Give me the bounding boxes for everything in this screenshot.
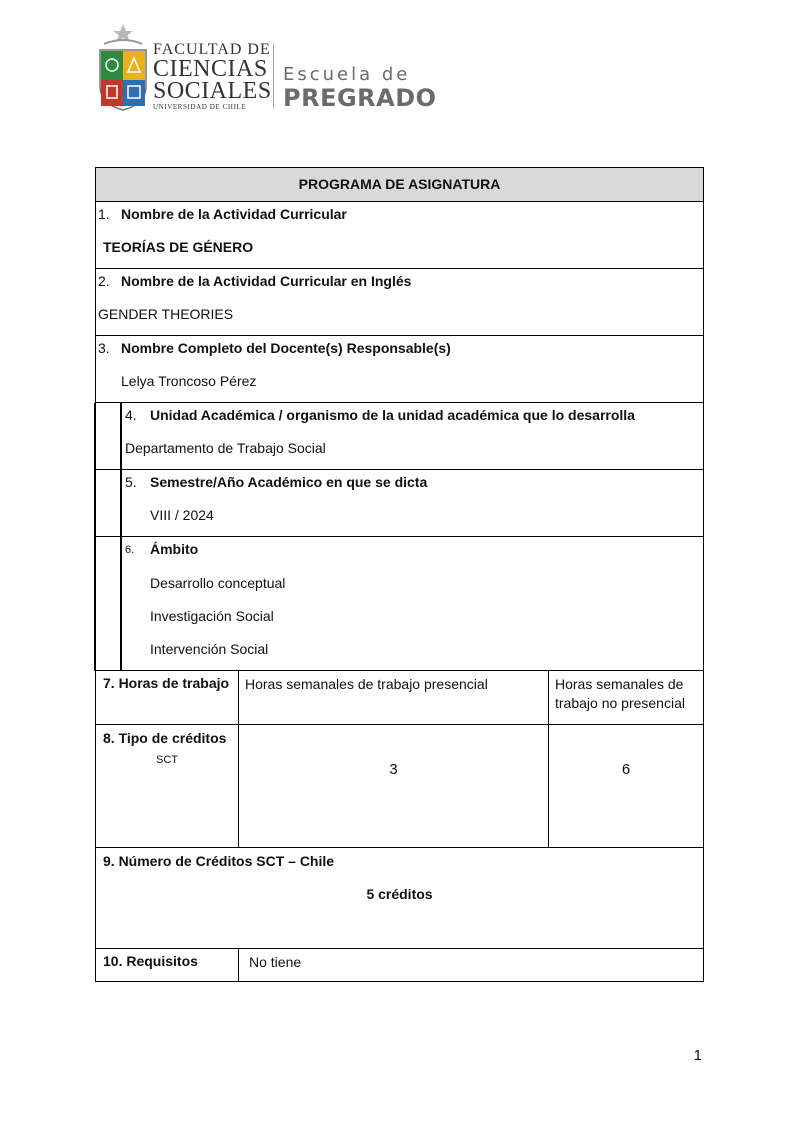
- section-4-indent-line: [120, 403, 122, 470]
- section-6-indent-line: [120, 537, 122, 671]
- section-2: [96, 269, 704, 336]
- section-6-number: 6.: [125, 544, 135, 556]
- university-crest-icon: [96, 22, 150, 112]
- section-4-label: Unidad Académica / organismo de la unidad académica que lo desarrolla: [150, 407, 635, 423]
- faculty-line3: SOCIALES: [153, 78, 272, 104]
- section-4-value: Departamento de Trabajo Social: [125, 440, 326, 456]
- section-6-value-3: Intervención Social: [150, 641, 269, 657]
- credits-number-value: 5 créditos: [366, 886, 433, 902]
- section-5: [96, 470, 704, 537]
- credits-type-cell: [96, 725, 239, 848]
- section-6-value-1: Desarrollo conceptual: [150, 575, 286, 591]
- requisites-label: 10. Requisitos: [96, 949, 239, 982]
- section-5-left-line: [94, 470, 96, 537]
- logo-divider: [273, 44, 274, 108]
- section-5-indent-line: [120, 470, 122, 537]
- school-line1: Escuela de: [283, 64, 411, 85]
- section-5-value: VIII / 2024: [150, 507, 214, 523]
- page-number: 1: [693, 1047, 702, 1064]
- section-4: [96, 403, 704, 470]
- table-title: PROGRAMA DE ASIGNATURA: [96, 168, 704, 202]
- section-4-number: 4.: [125, 407, 137, 423]
- section-3-label: Nombre Completo del Docente(s) Responsable(s): [121, 340, 451, 356]
- section-4-left-line: [94, 403, 96, 470]
- section-6-value-2: Investigación Social: [150, 608, 274, 624]
- credits-type-label: 8. Tipo de créditos: [103, 730, 227, 746]
- credits-number-label: 9. Número de Créditos SCT – Chile: [103, 853, 335, 869]
- section-6: [96, 537, 704, 671]
- section-2-value: GENDER THEORIES: [98, 306, 234, 322]
- section-1-label: Nombre de la Actividad Curricular: [121, 206, 347, 222]
- section-3-value: Lelya Troncoso Pérez: [121, 373, 257, 389]
- credits-presencial: 3: [239, 725, 549, 848]
- hours-label: 7. Horas de trabajo: [96, 671, 239, 725]
- hours-no-presencial-label: Horas semanales de trabajo no presencial: [549, 671, 704, 725]
- program-table: [95, 167, 704, 982]
- faculty-line2: CIENCIAS: [153, 56, 268, 82]
- section-3: [96, 336, 704, 403]
- requisites-value: No tiene: [239, 949, 704, 982]
- header-logo: [96, 22, 436, 114]
- section-1-value: TEORÍAS DE GÉNERO: [103, 239, 254, 255]
- section-6-left-line: [94, 537, 96, 671]
- section-5-number: 5.: [125, 474, 137, 490]
- school-line2: PREGRADO: [283, 84, 437, 112]
- faculty-line1: FACULTAD DE: [153, 41, 271, 58]
- credits-number-cell: [96, 848, 704, 949]
- section-2-number: 2.: [98, 273, 110, 289]
- section-5-label: Semestre/Año Académico en que se dicta: [150, 474, 428, 490]
- university-name: UNIVERSIDAD DE CHILE: [153, 103, 247, 111]
- hours-presencial-label: Horas semanales de trabajo presencial: [239, 671, 549, 725]
- credits-type-value: SCT: [156, 754, 178, 766]
- section-3-number: 3.: [98, 340, 110, 356]
- section-2-label: Nombre de la Actividad Curricular en Inglés: [121, 273, 412, 289]
- credits-no-presencial: 6: [549, 725, 704, 848]
- section-1: [96, 202, 704, 269]
- section-1-number: 1.: [98, 206, 110, 222]
- section-6-label: Ámbito: [150, 541, 199, 557]
